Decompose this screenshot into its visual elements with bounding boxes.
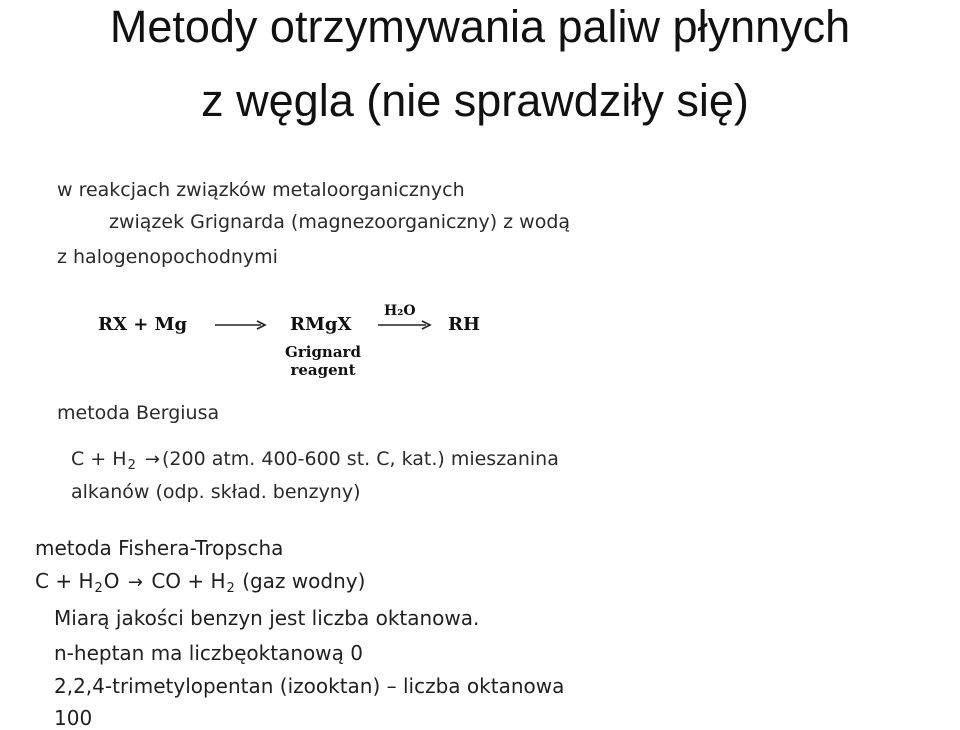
slide-title-line-2: z węgla (nie sprawdziły się) bbox=[201, 75, 749, 126]
octane-line-1: Miarą jakości benzyn jest liczba oktanowa. bbox=[54, 606, 480, 630]
reaction-product: RH bbox=[448, 314, 480, 335]
organometallic-line-2: związek Grignarda (magnezoorganiczny) z wodą bbox=[109, 211, 571, 233]
organometallic-line-3: z halogenopochodnymi bbox=[57, 246, 278, 268]
bergius-line-2: alkanów (odp. skład. benzyny) bbox=[71, 481, 361, 503]
reaction-arrow-2 bbox=[376, 318, 434, 332]
intermediate-label-grignard: Grignard bbox=[285, 343, 361, 361]
ft-eq-part-1: C + H bbox=[35, 569, 94, 593]
ft-subscript-2: 2 bbox=[226, 581, 235, 596]
ft-eq-part-3: CO + H bbox=[151, 569, 226, 593]
fischer-tropsch-heading: metoda Fishera-Tropscha bbox=[35, 536, 284, 560]
reaction-reactants: RX + Mg bbox=[98, 314, 188, 335]
right-arrow-icon: → bbox=[127, 572, 143, 593]
reaction-intermediate: RMgX bbox=[290, 314, 352, 335]
ft-subscript-1: 2 bbox=[94, 581, 103, 596]
slide-title-line-1: Metody otrzymywania paliw płynnych bbox=[109, 1, 851, 52]
right-arrow-icon: → bbox=[144, 449, 160, 470]
bergius-subscript: 2 bbox=[127, 458, 136, 473]
ft-eq-part-2: O bbox=[103, 569, 120, 593]
octane-line-2: n-heptan ma liczbęoktanową 0 bbox=[54, 641, 363, 665]
intermediate-label-reagent: reagent bbox=[290, 361, 356, 379]
bergius-eq-rest: (200 atm. 400-600 st. C, kat.) mieszanina bbox=[161, 448, 559, 470]
bergius-eq-start: C + H bbox=[71, 448, 127, 470]
ft-eq-part-4: (gaz wodny) bbox=[242, 569, 366, 593]
organometallic-line-1: w reakcjach związków metaloorganicznych bbox=[57, 179, 465, 201]
fischer-tropsch-equation bbox=[35, 569, 366, 596]
octane-line-3: 2,2,4-trimetylopentan (izooktan) – liczba oktanowa bbox=[54, 674, 565, 698]
bergius-equation bbox=[71, 448, 559, 473]
bergius-heading: metoda Bergiusa bbox=[57, 402, 220, 424]
reagent-over-arrow: H₂O bbox=[384, 303, 416, 319]
reaction-arrow-1 bbox=[213, 318, 269, 332]
octane-line-4: 100 bbox=[54, 706, 93, 730]
